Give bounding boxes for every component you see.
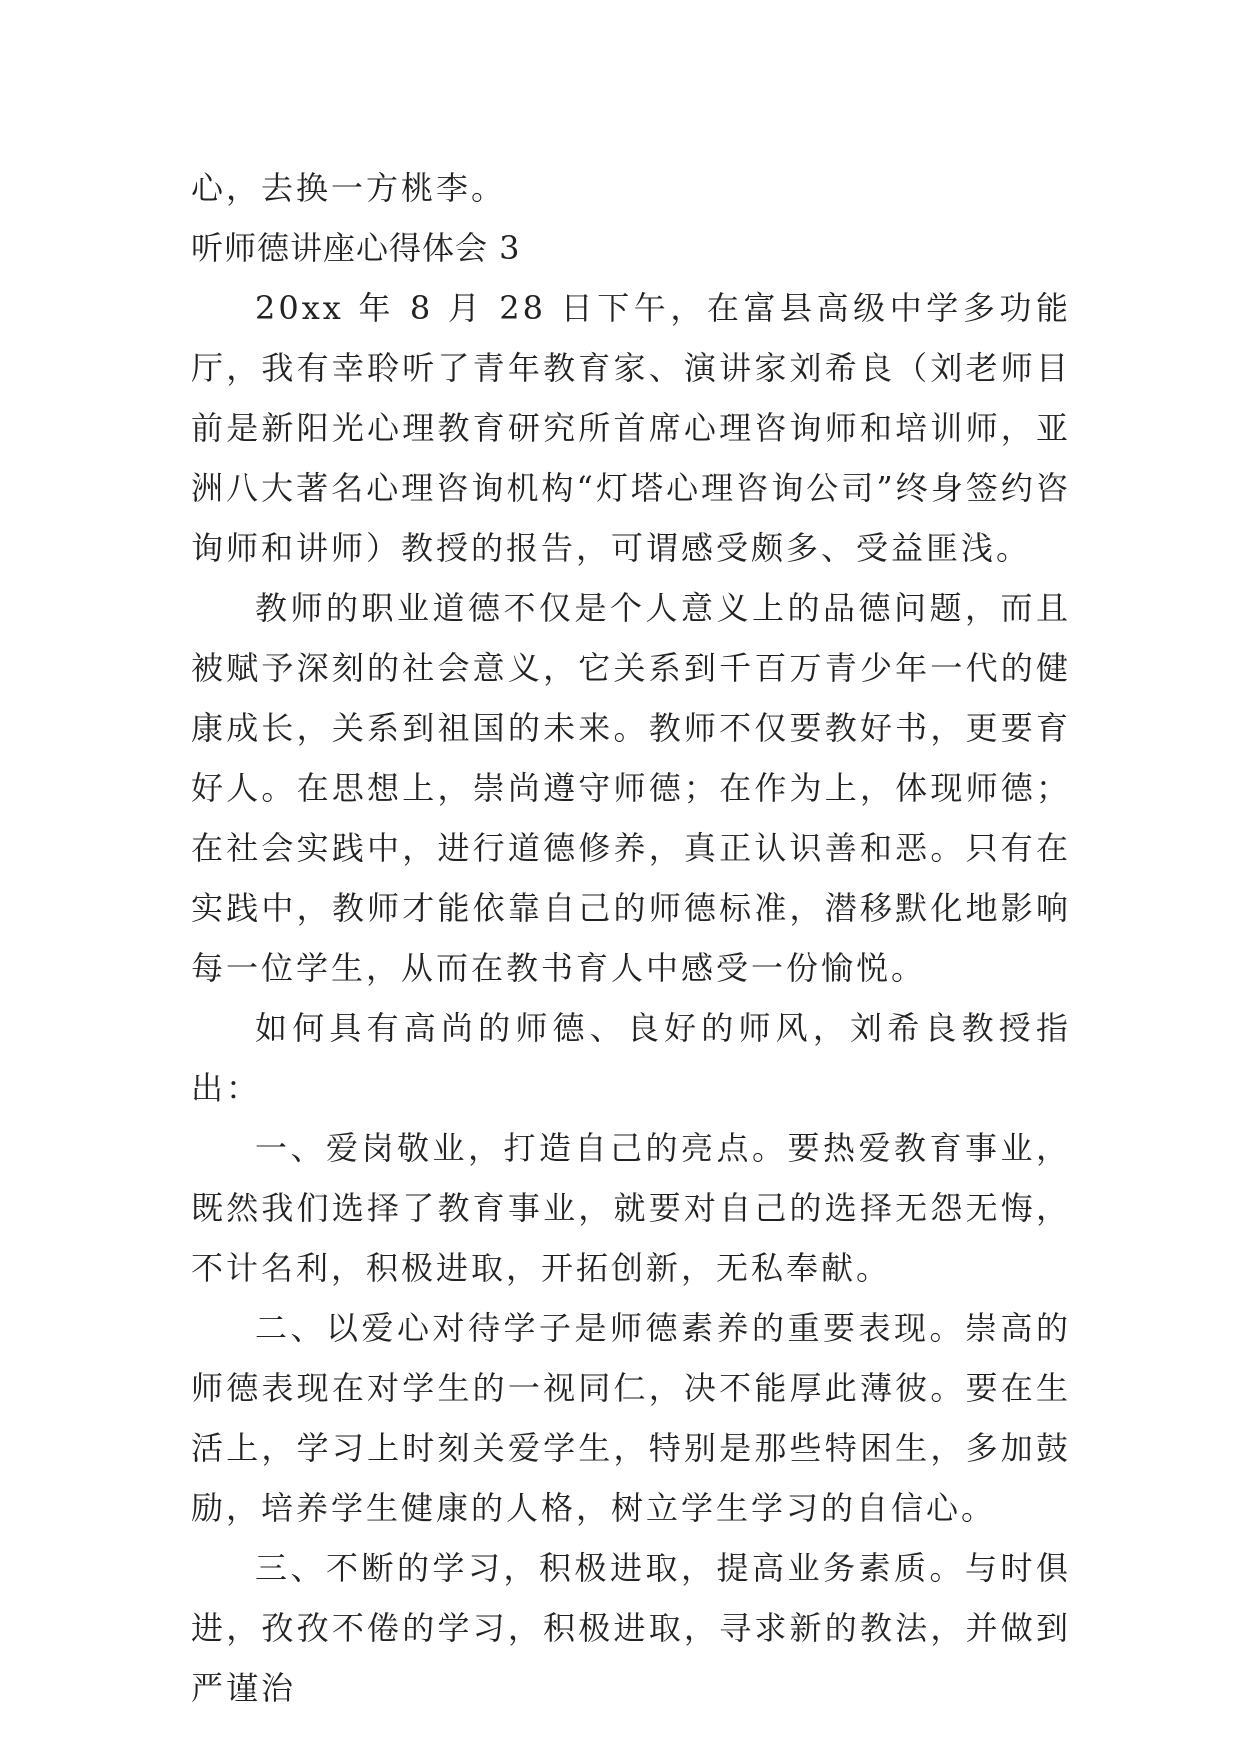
paragraph-1: 20xx 年 8 月 28 日下午，在富县高级中学多功能厅，我有幸聆听了青年教育家、演讲家刘希良（刘老师目前是新阳光心理教育研究所首席心理咨询师和培训师，亚洲八大著名心理咨询机构“灯塔心理咨询公司”终身签约咨询师和讲师）教授的报告，可谓感受颇多、受益匪浅。 (191, 289, 1071, 567)
section-heading: 听师德讲座心得体会 3 (191, 229, 521, 267)
paragraph-3: 如何具有高尚的师德、良好的师风，刘希良教授指出： (191, 1009, 1071, 1107)
paragraph-5: 二、以爱心对待学子是师德素养的重要表现。崇高的师德表现在对学生的一视同仁，决不能厚此薄彼。要在生活上，学习上时刻关爱学生，特别是那些特困生，多加鼓励，培养学生健康的人格，树立学生学习的自信心。 (191, 1309, 1071, 1527)
paragraph-6: 三、不断的学习，积极进取，提高业务素质。与时俱进，孜孜不倦的学习，积极进取，寻求新的教法，并做到严谨治 (191, 1549, 1071, 1707)
lead-fragment: 心，去换一方桃李。 (191, 169, 507, 207)
document-body (191, 158, 1071, 1718)
paragraph-2: 教师的职业道德不仅是个人意义上的品德问题，而且被赋予深刻的社会意义，它关系到千百万青少年一代的健康成长，关系到祖国的未来。教师不仅要教好书，更要育好人。在思想上，崇尚遵守师德；在作为上，体现师德；在社会实践中，进行道德修养，真正认识善和恶。只有在实践中，教师才能依靠自己的师德标准，潜移默化地影响每一位学生，从而在教书育人中感受一份愉悦。 (191, 589, 1071, 987)
paragraph-4: 一、爱岗敬业，打造自己的亮点。要热爱教育事业，既然我们选择了教育事业，就要对自己的选择无怨无悔，不计名利，积极进取，开拓创新，无私奉献。 (191, 1129, 1071, 1287)
